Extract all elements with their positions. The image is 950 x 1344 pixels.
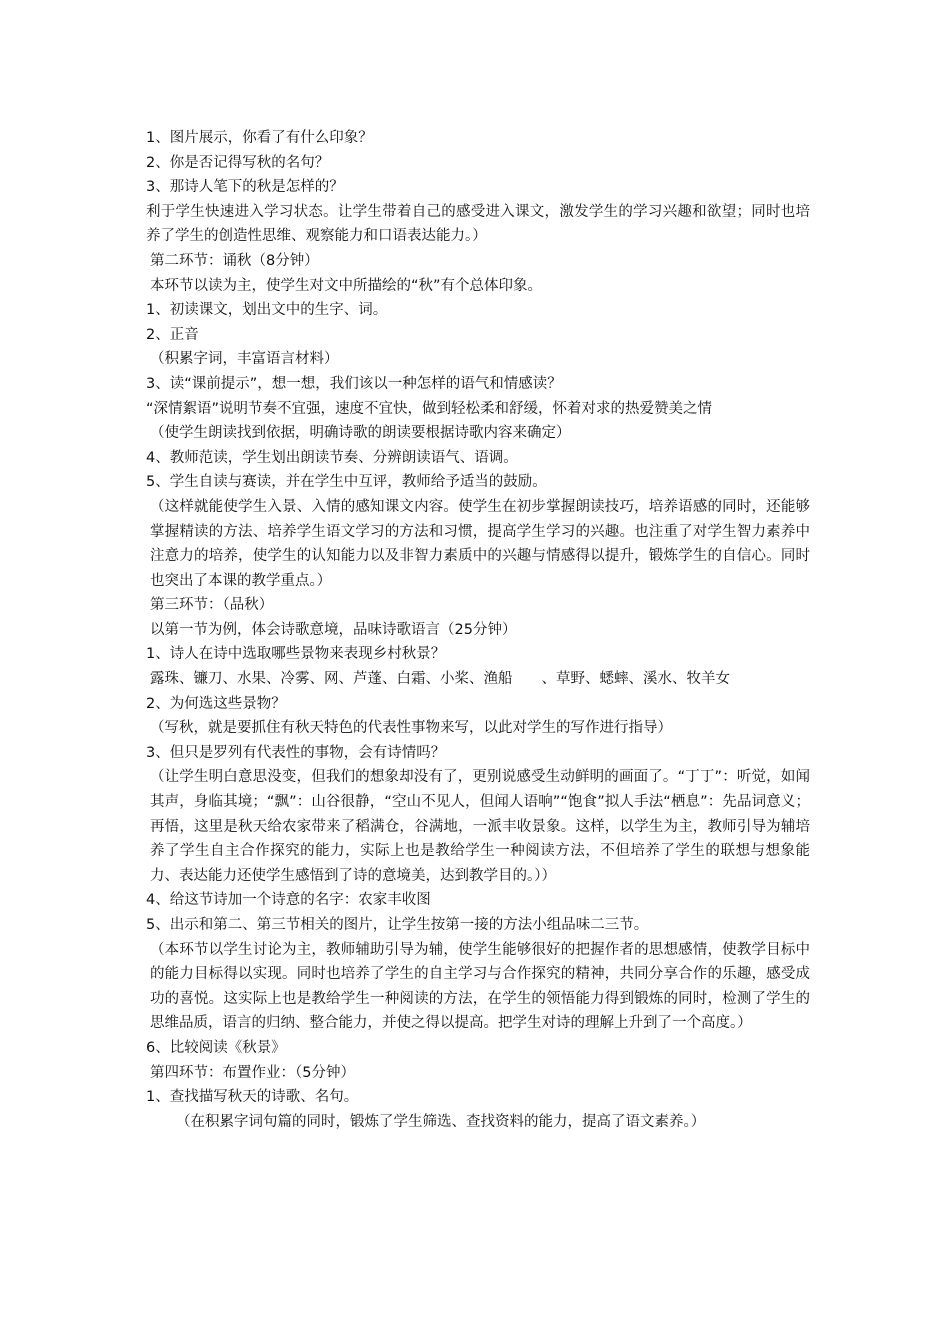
text-paragraph: （积累字词，丰富语言材料）	[150, 351, 339, 368]
text-paragraph: 3、读“课前提示”，想一想，我们该以一种怎样的语气和情感读？	[146, 375, 562, 392]
text-paragraph: （这样就能使学生入景、入情的感知课文内容。使学生在初步掌握朗读技巧，培养语感的同时，还能够掌握精读的方法、培养学生语文学习的方法和习惯，提高学生学习的兴趣。也注重了对学生智力素养中注意力的培养，使学生的认知能力以及非智力素质中的兴趣与情感得以提升，锻炼学生的自信心。同时也突出了本课的教学重点。）	[150, 498, 810, 589]
text-paragraph: 本环节以读为主，使学生对文中所描绘的“秋”有个总体印象。	[150, 277, 543, 294]
text-paragraph: （在积累字词句篇的同时，锻炼了学生筛选、查找资料的能力，提高了语文素养。）	[176, 1113, 706, 1130]
text-paragraph: 4、教师范读，学生划出朗读节奏、分辨朗读语气、语调。	[146, 449, 518, 466]
text-paragraph: 2、你是否记得写秋的名句？	[146, 154, 330, 171]
text-paragraph: （写秋，就是要抓住有秋天特色的代表性事物来写，以此对学生的写作进行指导）	[150, 720, 672, 737]
text-paragraph: 5、学生自读与赛读，并在学生中互评，教师给予适当的鼓励。	[146, 474, 547, 491]
text-paragraph: 2、正音	[146, 326, 199, 343]
document-body	[146, 126, 810, 1134]
text-paragraph: 6、比较阅读《秋景》	[146, 1039, 286, 1056]
text-paragraph: 第三环节：（品秋）	[150, 597, 274, 614]
text-paragraph: 第二环节：诵秋（8分钟）	[150, 252, 319, 269]
text-paragraph: 第四环节：布置作业：（5分钟）	[150, 1064, 355, 1081]
text-paragraph: 3、但只是罗列有代表性的事物，会有诗情吗？	[146, 744, 446, 761]
text-paragraph: （让学生明白意思没变，但我们的想象却没有了，更别说感受生动鲜明的画面了。“丁丁”：听觉，如闻其声，身临其境；“飘”：山谷很静，“空山不见人，但闻人语响”“饱食”拟人手法“栖息”：先品词意义；再悟，这里是秋天给农家带来了稻满仓，谷满地，一派丰收景象。这样，以学生为主，教师引导为辅培养了学生自主合作探究的能力，实际上也是教给学生一种阅读方法，不但培养了学生的联想与想象能力、表达能力还使学生感悟到了诗的意境美，达到教学目的。））	[150, 769, 810, 884]
text-paragraph: 2、为何选这些景物？	[146, 695, 286, 712]
text-paragraph: 露珠、镰刀、水果、冷雾、网、芦蓬、白霜、小桨、渔船 、草野、蟋蟀、溪水、牧羊女	[150, 671, 730, 688]
text-paragraph: 1、诗人在诗中选取哪些景物来表现乡村秋景？	[146, 646, 446, 663]
text-paragraph: 利于学生快速进入学习状态。让学生带着自己的感受进入课文，激发学生的学习兴趣和欲望；同时也培养了学生的创造性思维、观察能力和口语表达能力。）	[146, 203, 810, 245]
text-paragraph: （本环节以学生讨论为主，教师辅助引导为辅，使学生能够很好的把握作者的思想感情，使教学目标中的能力目标得以实现。同时也培养了学生的自主学习与合作探究的精神，共同分享合作的乐趣，感受成功的喜悦。这实际上也是教给学生一种阅读的方法，在学生的领悟能力得到锻炼的同时，检测了学生的思维品质，语言的归纳、整合能力，并使之得以提高。把学生对诗的理解上升到了一个高度。）	[150, 941, 810, 1032]
text-paragraph: 5、出示和第二、第三节相关的图片，让学生按第一接的方法小组品味二三节。	[146, 917, 649, 933]
text-paragraph: 3、那诗人笔下的秋是怎样的？	[146, 179, 344, 196]
text-paragraph: “深情絮语”说明节奏不宜强，速度不宜快，做到轻松柔和舒缓，怀着对求的热爱赞美之情	[146, 400, 713, 417]
text-paragraph: 1、图片展示，你看了有什么印象？	[146, 130, 373, 146]
text-paragraph: 4、给这节诗加一个诗意的名字：农家丰收图	[146, 892, 431, 909]
text-paragraph: 以第一节为例，体会诗歌意境，品味诗歌语言（25分钟）	[150, 621, 517, 638]
text-paragraph: 1、查找描写秋天的诗歌、名句。	[146, 1089, 359, 1106]
text-paragraph: 1、初读课文，划出文中的生字、词。	[146, 302, 388, 319]
text-paragraph: （使学生朗读找到依据，明确诗歌的朗读要根据诗歌内容来确定）	[150, 425, 571, 442]
